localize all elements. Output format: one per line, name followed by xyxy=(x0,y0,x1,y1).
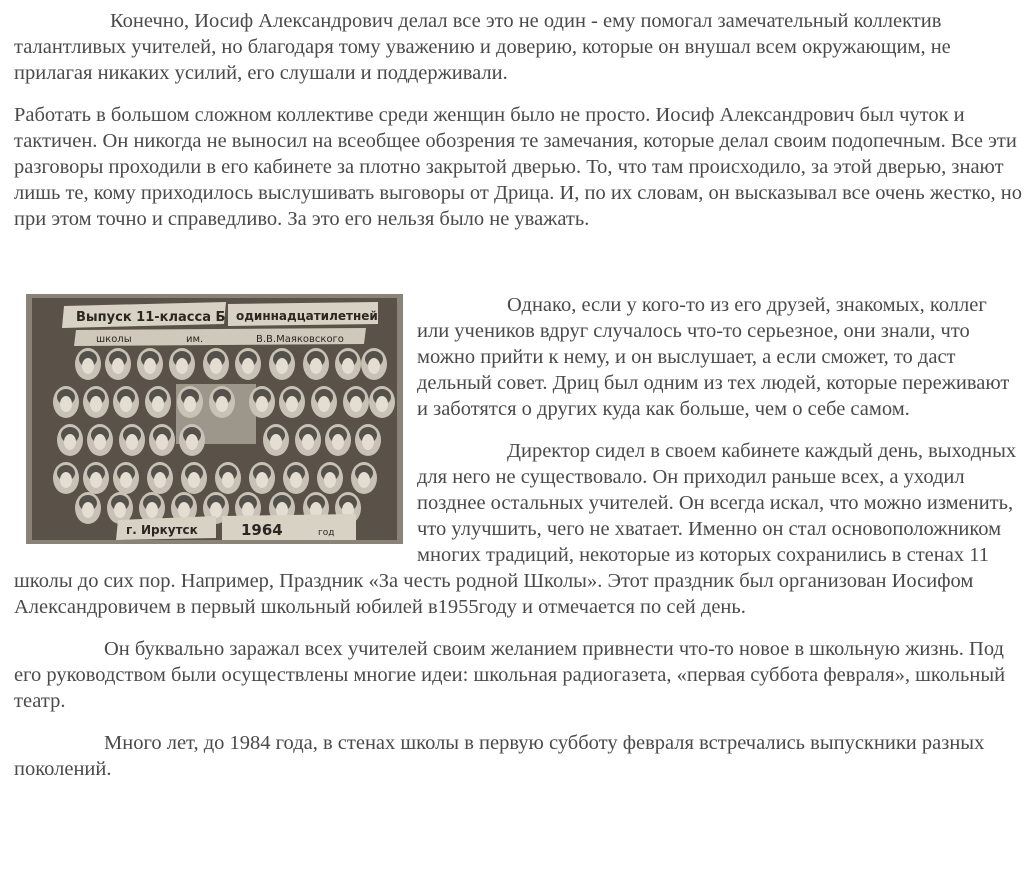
portrait-face xyxy=(362,434,374,450)
portrait-face xyxy=(324,472,336,488)
portrait-face xyxy=(210,502,222,518)
portrait-face xyxy=(342,358,354,374)
portrait-face xyxy=(310,358,322,374)
portrait-face xyxy=(154,472,166,488)
paragraph-3-text: Однако, если у кого-то из его друзей, знакомых, коллег или учеников вдруг случалось что-то серьезное, они знали, что можно прийти к нему, и он выслушает, а если сможет, то даст дельный совет. Дриц был одним из тех людей, которые переживают и заботятся о других куда как больше, чем о себе самом. xyxy=(417,294,1010,420)
paragraph-6 xyxy=(14,730,1024,782)
portrait-face xyxy=(126,434,138,450)
portrait-face xyxy=(302,434,314,450)
banner-school-text: школы xyxy=(96,334,132,345)
portrait-face xyxy=(64,434,76,450)
portrait-face xyxy=(114,502,126,518)
portrait-face xyxy=(256,472,268,488)
portrait-face xyxy=(152,396,164,412)
portrait-face xyxy=(120,396,132,412)
portrait-face xyxy=(286,396,298,412)
banner-top-right-text: одиннадцатилетней xyxy=(236,309,378,323)
class-photo-graphic xyxy=(26,294,403,544)
portrait-face xyxy=(176,358,188,374)
portrait-face xyxy=(94,434,106,450)
portrait-face xyxy=(112,358,124,374)
portrait-face xyxy=(188,472,200,488)
portrait-face xyxy=(216,396,228,412)
portrait-face xyxy=(276,358,288,374)
paragraph-5-text: Он буквально заражал всех учителей своим желанием привнести что-то новое в школьную жизнь. Под его руководством были осуществлены многие идеи: школьная радиогазета, «первая суббота февраля», школьный театр. xyxy=(14,638,1006,712)
spacer xyxy=(14,248,1024,292)
paragraph-2 xyxy=(14,102,1024,232)
banner-name-prefix: им. xyxy=(186,334,204,345)
portrait-face xyxy=(318,396,330,412)
portrait-face xyxy=(146,502,158,518)
document-page xyxy=(14,8,1024,798)
portrait-face xyxy=(210,358,222,374)
portrait-face xyxy=(256,396,268,412)
banner-city-text: г. Иркутск xyxy=(126,523,198,537)
portrait-face xyxy=(178,502,190,518)
portrait-face xyxy=(368,358,380,374)
portrait-face xyxy=(222,472,234,488)
portrait-face xyxy=(376,396,388,412)
portrait-face xyxy=(82,502,94,518)
paragraph-6-text: Много лет, до 1984 года, в стенах школы в первую субботу февраля встречались выпускники разных поколений. xyxy=(14,732,985,780)
banner-name-text: В.В.Маяковского xyxy=(256,334,344,345)
paragraph-2-text: Работать в большом сложном коллективе среди женщин было не просто. Иосиф Александрович был чуток и тактичен. Он никогда не выносил на всеобщее обозрения те замечания, которые делал своим подопечным. Все эти разговоры проходили в его кабинете за плотно закрытой дверью. То, что там происходило, за этой дверью, знают лишь те, кому приходилось выслушивать выговоры от Дрица. И, по их словам, он высказывал все очень жестко, но при этом точно и справедливо. За это его нельзя было не уважать. xyxy=(14,104,1023,230)
portrait-face xyxy=(156,434,168,450)
portrait-face xyxy=(350,396,362,412)
portrait-face xyxy=(184,396,196,412)
portrait-face xyxy=(90,472,102,488)
portrait-face xyxy=(358,472,370,488)
paragraph-1-text: Конечно, Иосиф Александрович делал все это не один - ему помогал замечательный коллектив талантливых учителей, но благодаря тому уважению и доверию, которые он внушал всем окружающим, не прилагая никаких усилий, его слушали и поддерживали. xyxy=(14,10,951,84)
paragraph-1 xyxy=(14,8,1024,86)
banner-year-text: 1964 xyxy=(241,521,283,539)
portrait-face xyxy=(242,358,254,374)
portrait-face xyxy=(270,434,282,450)
portrait-face xyxy=(186,434,198,450)
paragraph-4-text: Директор сидел в своем кабинете каждый день, выходных для него не существовало. Он приходил раньше всех, а уходил позднее остальных учителей. Он всегда искал, что можно изменить, что улучшить, чего не хватает. Именно он стал основоположником многих традиций, некоторые из которых сохранились в стенах 11 школы до сих пор. Например, Праздник «За честь родной Школы». Этот праздник был организован Иосифом Александровичем в первый школьный юбилей в1955году и отмечается по сей день. xyxy=(14,440,1017,618)
class-photo-image xyxy=(26,294,403,544)
portrait-face xyxy=(144,358,156,374)
portrait-face xyxy=(82,358,94,374)
portrait-face xyxy=(290,472,302,488)
portrait-face xyxy=(120,472,132,488)
portrait-face xyxy=(60,472,72,488)
banner-top-left-text: Выпуск 11-класса Б xyxy=(76,310,226,325)
banner-year-suffix: год xyxy=(318,528,335,538)
portrait-face xyxy=(332,434,344,450)
paragraph-5 xyxy=(14,636,1024,714)
portrait-face xyxy=(60,396,72,412)
portrait-face xyxy=(90,396,102,412)
